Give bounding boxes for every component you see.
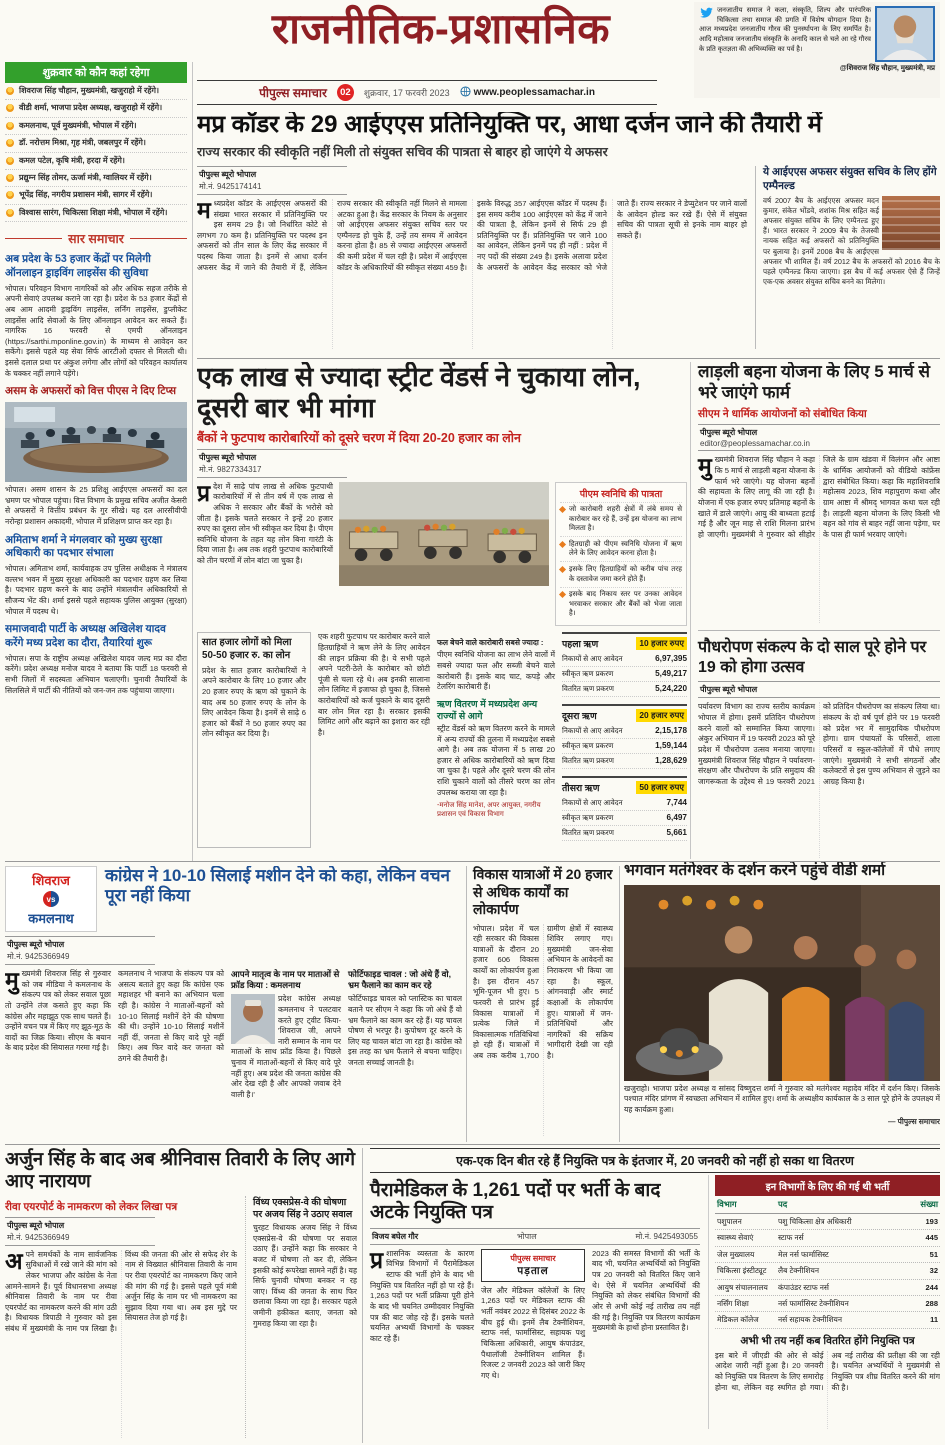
paramedical-headline: पैरामेडिकल के 1,261 पदों पर भर्ती के बाद अटके नियुक्ति पत्र (370, 1180, 661, 1224)
tranche-label: तीसरा ऋण (562, 783, 600, 794)
eligibility-point: इसके लिए हितग्राहियों को करीब पांच तरह के दस्तावेज जमा करने होते हैं। (560, 561, 682, 586)
bharti-table-header: विभाग पद संख्या (715, 1196, 940, 1214)
dateline (197, 80, 657, 105)
ahead-attribution: -मनोज सिंह मानेश, अपर आयुक्त, नगरीय प्रशासन एवं विकास विभाग (437, 802, 541, 819)
svk-headline: कांग्रेस ने 10-10 सिलाई मशीन देने को कहा, लेकिन वचन पूरा नहीं किया (105, 866, 450, 906)
table-row: आयुष संचालनालय कंपाउंडर स्टाफ नर्स 244 (715, 1280, 940, 1296)
tranche-block: दूसरा ऋण 20 हजार रुपए निकायों से आए आवेदन 2,15,178 स्वीकृत ऋण प्रकरण 1,59,144 वितरित ऋण प्रकरण 1,28,629 (562, 704, 687, 769)
bharti-table-title: इन विभागों के लिए की गई थी भर्ती (715, 1175, 940, 1196)
lead-article (197, 112, 940, 356)
cm-tweet-box (694, 2, 940, 98)
plantation-headline: पौधरोपण संकल्प के दो साल पूरे होने पर 19 को होगा उत्सव (698, 639, 927, 677)
website-link: www.peoplessamachar.in (460, 86, 595, 100)
arjun-headline: अर्जुन सिंह के बाद अब श्रीनिवास तिवारी के लिए आगे आए नारायण (5, 1148, 355, 1191)
saar-story1-headline: अब प्रदेश के 53 हजार केंद्रों पर मिलेगी ऑनलाइन ड्राइविंग लाइसेंस की सुविधा (5, 253, 151, 279)
left-column (5, 62, 193, 861)
saar-samachar-header: सार समाचार (5, 230, 187, 247)
table-row: पशुपालन पशु चिकित्सा क्षेत्र अधिकारी 193 (715, 1214, 940, 1230)
tranche-block: पहला ऋण 10 हजार रुपए निकायों से आए आवेदन 6,97,395 स्वीकृत ऋण प्रकरण 5,49,217 वितरित ऋण प्रकरण 5,24,220 (562, 632, 687, 697)
vendors-byline: पीपुल्स ब्यूरो भोपाल मो.नं. 9827334317 (197, 449, 347, 478)
table-row: नर्सिंग शिक्षा नर्स फार्मासिस्ट टेक्नीशियन 288 (715, 1296, 940, 1312)
person-icon (6, 209, 14, 217)
ladli-headline: लाड़ली बहना योजना के लिए 5 मार्च से भरे जाएंगे फार्म (698, 362, 930, 402)
sapa-body: भोपाल। सपा के राष्ट्रीय अध्यक्ष अखिलेश यादव जल्द मप्र का दौरा करेंगे। प्रदेश अध्यक्ष मनोज यादव ने बताया कि पार्टी 18 फरवरी से सभी जिलों में सदस्यता अभियान चलाएगी। चुनावी तैयारियों के सिलसिले में पार्टी की नीतियों को जन-जन तक पहुंचाया जाएगा। (5, 653, 187, 695)
tranche-label: दूसरा ऋण (562, 711, 597, 722)
bullet-icon (559, 506, 566, 513)
whereabouts-item: वीडी शर्मा, भाजपा प्रदेश अध्यक्ष, खजुराहो में रहेंगे। (5, 100, 187, 117)
svk-byline: पीपुल्स ब्यूरो भोपाल मो.नं. 9425366949 (5, 936, 155, 965)
table-row: मेडिकल कॉलेज नर्स सहायक टेक्नीशियन 11 (715, 1312, 940, 1328)
person-icon (6, 139, 14, 147)
globe-icon (460, 86, 471, 100)
matangeshwar-article (624, 862, 940, 1142)
vendors-col3 (437, 632, 555, 848)
bharti-table (708, 1175, 940, 1429)
paramedical-section (362, 1148, 940, 1443)
ahead-title: ऋण वितरण में मध्यप्रदेश अन्य राज्यों से आगे (437, 698, 538, 721)
twitter-icon (699, 7, 714, 24)
svk-fortified-col (348, 969, 462, 1101)
lead-byline: पीपुल्स ब्यूरो भोपाल मो.नं. 9425174141 (197, 166, 347, 195)
vendors-headline: एक लाख से ज्यादा स्ट्रीट वेंडर्स ने चुकाया लोन, दूसरी बार भी मांगा (197, 362, 641, 424)
temple-darshan-photo (624, 885, 940, 1081)
saar-story1-body: भोपाल। परिवहन विभाग नागरिकों को और अधिक सहज तरीके से अपनी सेवाएं उपलब्ध कराने जा रहा है। प्रदेश के 53 हजार केंद्रों से अब आम आदमी ड्राइविंग लाइसेंस, लर्निंग लाइसेंस, डुप्लीकेट लाइसेंस आदि सेवाओं के लिए ऑनलाइन आवेदन कर सकते हैं। नागरिक 16 फरवरी से एमपी ऑनलाइन (https://sarthi.mponline.gov.in) के माध्यम से आवेदन कर सकेंगे। इससे पहले यह सेवा सिर्फ आरटीओ दफ्तर से मिलती थी। इससे दलाल प्रथा पर अंकुश लगेगा और लोगों को परिवहन कार्यालय के चक्कर नहीं लगाने पड़ेंगे। (5, 283, 187, 378)
secretariat-building-photo (882, 196, 940, 250)
tranche-label: पहला ऋण (562, 639, 599, 650)
edition-date: शुक्रवार, 17 फरवरी 2023 (363, 88, 450, 98)
photo-credit: — पीपुल्स समाचार (888, 1117, 940, 1127)
person-icon (6, 174, 14, 182)
svk-kamalnath-col (231, 969, 341, 1101)
vindhya-body: चुरहट विधायक अजय सिंह ने विंध्य एक्सप्रेस-वे की घोषणा पर सवाल उठाए हैं। उन्होंने कहा कि सरकार ने बजट में घोषणा तो कर दी, लेकिन इसकी कोई रूपरेखा सामने नहीं है। यह सिर्फ चुनावी घोषणा बनकर न रह जाए। विंध्य की जनता के साथ फिर छलावा किया जा रहा है। सरकार पहले जमीनी हकीकत बताए, जनता को गुमराह किया जा रहा है। (253, 1223, 357, 1328)
page-title: राजनीतिक-प्रशासनिक (271, 5, 611, 52)
tweet-attribution: @शिवराज सिंह चौहान, मुख्यमंत्री, मप्र (839, 65, 935, 72)
paramedical-article (370, 1175, 700, 1429)
empanel-panel (755, 166, 940, 349)
paramedical-body2: जेल और मेडिकल कॉलेजों के लिए 1,263 पदों पर मेडिकल स्टाफ की भर्ती नवंबर 2022 से दिसंबर 2022 के बीच हुई थी। इनमें लैब टेक्नीशियन, स्टाफ नर्स, फार्मासिस्ट, सहायक पशु चिकित्सा अधिकारी, आयुष कंपाउंडर, पैथालॉजी टेक्नीशियन शामिल हैं। रिजल्ट 2 जनवरी 2023 को जारी किए गए थे। (481, 1285, 585, 1380)
arjun-body: अपने समर्थकों के नाम सार्वजनिक सुविधाओं में रखे जाने की मांग को लेकर भाजपा और कांग्रेस के नेता आमने-सामने हैं। पूर्व विधानसभा अध्यक्ष श्रीनिवास तिवारी के नाम पर रीवा एयरपोर्ट का नामकरण करने की मांग उठी है। विधायक त्रिपाठी ने गुरुवार को इस संबंध में मुख्यमंत्री के नाम पत्र लिखा है। विंध्य की जनता की ओर से सफेद शेर के नाम से विख्यात श्रीनिवास तिवारी के नाम पर रीवा एयरपोर्ट का नामकरण किए जाने की मांग की गई है। इससे पहले पूर्व मंत्री अर्जुन सिंह के नाम पर भी नामकरण का सुझाव दिया गया था। अब इस मुद्दे पर सियासत तेज हो गई है। (5, 1247, 237, 1334)
loan-tranches (562, 632, 687, 848)
ladli-subhead: सीएम ने धार्मिक आयोजनों को संबोधित किया (698, 408, 867, 421)
vikas-headline: विकास यात्राओं में 20 हजार से अधिक कार्यों का लोकार्पण (473, 866, 613, 917)
vs-badge: vs (43, 891, 59, 907)
tranche-block: तीसरा ऋण 50 हजार रुपए निकायों से आए आवेदन 7,744 स्वीकृत ऋण प्रकरण 6,497 वितरित ऋण प्रकरण 5,661 (562, 776, 687, 841)
whereabouts-item: डॉ. नरोत्तम मिश्रा, गृह मंत्री, जबलपुर में रहेंगे। (5, 135, 187, 152)
ladli-body: मुख्यमंत्री शिवराज सिंह चौहान ने कहा कि 5 मार्च से लाड़ली बहना योजना के फार्म भरे जाएंगे। यह योजना बहनों की सहायता के लिए लागू की जा रही है। योजना में एक हजार रुपए प्रतिमाह बहनों के खाते में डाले जाएंगे। आयु की बाध्यता हटाई गई है और जून माह से राशि मिलना प्रारंभ हो जाएगी। मुख्यमंत्री ने गुरुवार को सीहोर जिले के ग्राम खंडवा में विलंगन और आष्टा के धार्मिक आयोजनों को वीडियो कांफ्रेंस द्वारा संबोधित किया। कहा कि महाशिवरात्रि महोत्सव 2023, शिव महापुराण कथा और ग्राम आष्टा में श्रीमद् भागवत कथा चल रही है। लाड़ली बहना योजना के लिए किसी भी बहन को गांव से बाहर नहीं जाना पड़ेगा, घर के पास ही फार्म भरवाए जाएंगे। (698, 453, 940, 539)
vendors-subhead: बैंकों ने फुटपाथ कारोबारियों को दूसरे चरण में दिया 20-20 हजार का लोन (197, 430, 521, 445)
whereabouts-item: प्रद्युम्न सिंह तोमर, ऊर्जा मंत्री, ग्वालियर में रहेंगे। (5, 170, 187, 187)
arjun-subhead: रीवा एयरपोर्ट के नामकरण को लेकर लिखा पत्र (5, 1200, 178, 1213)
amitabh-headline: अमिताभ शर्मा ने मंगलवार को मुख्य सुरक्षा अधिकारी का पदभार संभाला (5, 533, 163, 560)
plantation-body: पर्यावरण विभाग का राज्य स्तरीय कार्यक्रम भोपाल में होगा। इसमें प्रतिदिन पौधरोपण करने वालों को सम्मानित किया जाएगा। अंकुर अभियान में 19 फरवरी 2023 को पूरे प्रदेश में पौधरोपण उत्सव मनाया जाएगा। मुख्यमंत्री शिवराज सिंह चौहान ने पर्यावरण-संरक्षण और पौधरोपण के प्रति समुदाय की जागरूकता के उद्देश्य से 19 फरवरी 2021 को प्रतिदिन पौधरोपण का संकल्प लिया था। संकल्प के दो वर्ष पूर्ण होने पर 19 फरवरी को प्रदेश भर में सामुदायिक पौधरोपण होगा। ग्राम पंचायतों के परिसरों, शाला परिसरों व स्कूल-कॉलेजों में पौधे लगाए जाएंगे। मुख्यमंत्री ने सभी संगठनों और कलेक्टरों से इस पुण्य अभियान से जुड़ने का आग्रह किया है। (698, 702, 940, 786)
matangeshwar-headline: भगवान मतंगेश्वर के दर्शन करने पहुंचे वीडी शर्मा (624, 862, 886, 879)
eligibility-point: इसके बाद निकाय स्तर पर उनका आवेदन भरवाकर सरकार और बैंकों को भेजा जाता है। (560, 587, 682, 622)
table-row: स्वास्थ्य सेवाएं स्टाफ नर्स 445 (715, 1230, 940, 1246)
vendors-article (197, 362, 687, 859)
table-row: चिकित्सा इंस्टीट्यूट लैब टेक्नीशियन 32 (715, 1263, 940, 1279)
tranche-amount: 50 हजार रुपए (636, 781, 687, 794)
bullet-icon (559, 591, 566, 598)
assam-headline: असम के अफसरों को वित्त पीएस ने दिए टिप्स (5, 385, 177, 398)
rule (5, 1144, 940, 1145)
whereabouts-header: शुक्रवार को कौन कहां रहेगा (5, 62, 187, 83)
tranche-amount: 10 हजार रुपए (636, 637, 687, 650)
assam-body: भोपाल। असम शासन के 25 प्रशिक्षु आईएएस अफसरों का दल भ्रमण पर भोपाल पहुंचा। वित्त विभाग के प्रमुख सचिव अजीत केसरी से अफसरों ने वित्तीय प्रबंधन के गुर सीखे। यह दल आरसीवीपी नरोन्हा प्रशासन अकादमी, भोपाल में प्रशिक्षण प्राप्त कर रहा है। (5, 485, 187, 526)
pending-body: इस बारे में जीएडी की ओर से कोई आदेश जारी नहीं हुआ है। 20 जनवरी को नियुक्ति पत्र वितरण के लिए समारोह होना था, लेकिन वह स्थगित हो गया। अब नई तारीख की प्रतीक्षा की जा रही है। चयनित अभ्यर्थियों ने मुख्यमंत्री से नियुक्ति पत्र शीघ्र वितरित करने की मांग की है। (715, 1350, 940, 1392)
bullet-icon (559, 541, 566, 548)
whereabouts-item: भूपेंद्र सिंह, नगरीय प्रशासन मंत्री, सागर में रहेंगे। (5, 187, 187, 204)
lead-body: मध्यप्रदेश कॉडर के आईएएस अफसरों की संख्या भारत सरकार में प्रतिनियुक्ति पर इस समय 29 है। जो निर्धारित कोटे से लगभग 70 कम है। प्रतिनियुक्ति पर पदस्थ इन अफसरों को तीन साल के लिए केंद्र सरकार में पदस्थ किया जाता है। इनमें से आधा दर्जन अफसर केंद्र में जाने की तैयारी में हैं, लेकिन राज्य सरकार की स्वीकृति नहीं मिलने से मामला अटका हुआ है। केंद्र सरकार के नियम के अनुसार जो आईएएस अफसर संयुक्त सचिव स्तर पर एम्पैनल्ड हो चुके हैं, उन्हें तय समय में आवेदन करना होता है। 85 से ज्यादा आईएएस अफसरों की कमी प्रदेश में चल रही है। प्रदेश में आईएएस कॉडर के अधिकारियों की स्वीकृत संख्या 459 है। इसके विरुद्ध 357 आईएएस कॉडर में पदस्थ हैं। इस समय करीब 100 आईएएस को केंद्र में जाने की पात्रता है, लेकिन इनमें से सिर्फ 29 ही प्रतिनियुक्ति पर हैं। प्रतिनियुक्ति पर जाने 100 का आवेदन, लेकिन इनमें पद ही नहीं : प्रदेश में नए पदों की संख्या 249 है। इसके अलावा प्रदेश के अफसरों के आवेदन केंद्र सरकार को भेजे जाते हैं। राज्य सरकार ने डेप्युटेशन पर जाने वालों के आवेदन होल्ड कर रखे हैं। ऐसे में संयुक्त सचिव की पात्रता सूची से इनके नाम बाहर हो सकते हैं। (197, 196, 747, 272)
tweet-text: जनजातीय समाज ने कला, संस्कृति, शिल्प और पारंपरिक चिकित्सा तथा समाज की प्रगति में विशेष योगदान दिया है। आज मध्यप्रदेश जनजातीय गौरव की पुनर्स्थापना के लिए समर्पित है। आदि महोत्सव जनजातीय संस्कृति के अनादि काल से चले आ रहे गौरव के प्रति कृतज्ञता की अभिव्यक्ति का पर्व है। (699, 7, 871, 53)
bullet-icon (559, 566, 566, 573)
vendors-body3: पीएम स्वनिधि योजना का लाभ लेने वालों में सबसे ज्यादा फल और सब्जी बेचने वाले कारोबारी हैं। इसके बाद चाट, कपड़े और टेलरिंग कारोबारी हैं। (437, 650, 555, 692)
empanel-title: ये आईएएस अफसर संयुक्त सचिव के लिए होंगे एम्पैनल्ड (763, 165, 937, 192)
person-icon (6, 157, 14, 165)
vendors-intro: प्रदेश में साढ़े पांच लाख से अधिक फुटपाथी कारोबारियों में से तीन वर्ष में एक लाख से अधिक ने सरकार और बैंकों के भरोसे को जीता है। इसके चलते सरकार ने इन्हें 20 हजार रुपए का दूसरा लोन भी स्वीकृत कर दिया है। पीएम स्वनिधि योजना के तहत यह लोन बिना गारंटी के दिया जाता है। अब तक शहरी फुटपाथ कारोबारियों को तीन चरणों में लोन बांटा जा चुका है। (197, 479, 333, 565)
whereabouts-item: शिवराज सिंह चौहान, मुख्यमंत्री, खजुराहो में रहेंगे। (5, 83, 187, 100)
kamalnath-photo (231, 994, 275, 1044)
whereabouts-list (5, 83, 187, 222)
rule (197, 358, 940, 359)
cm-portrait-photo (875, 6, 935, 62)
kamalnath-body: प्रदेश कांग्रेस अध्यक्ष कमलनाथ ने पलटवार करते हुए ट्वीट किया- 'शिवराज जी, आपने नारी सम्मान के नाम पर माताओं के साथ फ्रॉड किया है। पिछले चुनाव में माताओं-बहनों से किए वादे पूरे नहीं हुए। अब प्रदेश की जनता कांग्रेस की ओर देख रही है और आपको जवाब देने वाली है।' (231, 994, 341, 1099)
person-icon (6, 104, 14, 112)
vendors-body2: एक शहरी फुटपाथ पर कारोबार करने वाले हितग्राहियों ने ऋण लेने के लिए आवेदन की लाइन प्रक्रिया की है। ये सभी पहले अपने पटरी-ठेले के कारोबार को छोटी पूंजी से चला रहे थे। अब इनकी सालाना लोन लिमिट में इजाफा हो चुका है, जिससे कारोबारियों को कर्ज चुकाने के बाद दूसरी बार लोन मिल रहा है। सरकार इसकी लिमिट आगे और बढ़ाने का इशारा कर रही है। (318, 632, 430, 737)
masthead (188, 6, 694, 60)
ladli-email: editor@peoplessamachar.co.in (700, 439, 810, 449)
kamalnath-subhead: आपने मातृत्व के नाम पर माताओं से फ्रॉड किया : कमलनाथ (231, 969, 340, 991)
eligibility-point: हितग्राही को पीएम स्वनिधि योजना में ऋण लेने के लिए आवेदन करना होता है। (560, 536, 682, 561)
whereabouts-item: विश्वास सारंग, चिकित्सा शिक्षा मंत्री, भोपाल में रहेंगे। (5, 205, 187, 222)
loan-caption-head: सात हजार लोगों को मिला 50-50 हजार रु. का लोन (202, 637, 292, 661)
svk-body1: मुख्यमंत्री शिवराज सिंह से गुरुवार को जब मीडिया ने कमलनाथ के संकल्प पत्र को लेकर सवाल पूछा तो उन्होंने तंज कसते हुए कहा कि कांग्रेस और महाझूठ एक साथ चलते हैं। उन्होंने वचन पत्र में किए गए झूठ-मूठ के वादों का जिक्र किया। सीएम के बयान के बाद प्रदेश की सियासत गरमा गई है। (5, 967, 111, 1053)
ahead-body: स्ट्रीट वेंडर्स को ऋण वितरण करने के मामले में अन्य राज्यों की तुलना में मध्यप्रदेश सबसे आगे है। अब तक योजना में 5 लाख 20 हजार से अधिक कारोबारियों को ऋण दिया जा चुका है। पहले और दूसरे चरण की लोन राशि चुकाने वालों को तीसरे चरण का लोन उपलब्ध कराया जा रहा है। (437, 723, 555, 797)
fortified-subhead: फोर्टिफाइड चावल : जो अंधे हैं वो, भ्रम फैलाने का काम कर रहे (348, 969, 451, 991)
rule (698, 630, 940, 631)
table-row: जेल मुख्यालय मेल नर्स फार्मासिस्ट 51 (715, 1247, 940, 1263)
matangeshwar-caption: खजुराहो। भाजपा प्रदेश अध्यक्ष व सांसद विष्णुदत्त शर्मा ने गुरुवार को मतंगेश्वर महादेव मंदिर में दर्शन किए। जिसके पश्चात मंदिर प्रांगण में स्वच्छता अभियान में शामिल हुए। शर्मा के अध्यक्षीय कार्यकाल के 3 साल पूरे होने के उपलक्ष्य में यह कार्यक्रम हुआ। (624, 1083, 940, 1114)
eligibility-box (555, 482, 687, 627)
eligibility-point: जो कारोबारी शहरी क्षेत्रों में लंबे समय से कारोबार कर रहे हैं, उन्हें इस योजना का लाभ मिलता है। (560, 502, 682, 537)
paramedical-body3: 2023 की समस्त विभागों की भर्ती के बाद भी, चयनित अभ्यर्थियों को नियुक्ति पत्र 20 जनवरी को वितरित किए जाने थे। ऐसे में चयनित अभ्यर्थियों की नियुक्ति को लेकर संबंधित विभागों की ओर से अभी कोई नई तारीख तय नहीं की गई है। नियुक्ति पत्र वितरण कार्यक्रम मुख्यमंत्री के हाथों होना प्रस्तावित है। (592, 1248, 700, 1333)
shivraj-vs-kamalnath-logo: शिवराज vs कमलनाथ (5, 866, 97, 932)
person-icon (6, 191, 14, 199)
page-number-badge: 02 (337, 84, 354, 101)
paramedical-body1: प्रशासनिक व्यस्तता के कारण विभिन्न विभागों में पैरामेडिकल स्टाफ की भर्ती होने के बाद भी नियुक्ति पत्र वितरित नहीं हो पा रहे हैं। 1,263 पदों पर भर्ती प्रक्रिया पूरी होने के बाद भी चयनित उम्मीदवार नियुक्ति पत्र की बाट जोह रहे हैं। इसके चलते चयनित अभ्यर्थी विभागों के चक्कर काट रहे हैं। (370, 1246, 474, 1343)
loan-caption-body: प्रदेश के सात हजार कारोबारियों ने अपने कारोबार के लिए 10 हजार और 20 हजार रुपए के ऋण को चुकाने के बाद अब 50 हजार रुपए के लोन के लिए आवेदन किया है। इनमें से साढ़े 6 हजार को बैंकों ने 50 हजार रुपए का लोन स्वीकृत कर दिया है। (202, 665, 306, 739)
person-icon (6, 122, 14, 130)
svk-article (5, 866, 462, 1142)
whereabouts-item: कमल पटेल, कृषि मंत्री, हरदा में रहेंगे। (5, 153, 187, 170)
fortified-body: फोर्टिफाइड चावल को प्लास्टिक का चावल बताने पर सीएम ने कहा कि जो अंधे हैं वो भ्रम फैलाने का काम कर रहे हैं। यह चावल पोषण से भरपूर है। कुपोषण दूर करने के लिए यह चावल बांटा जा रहा है। कांग्रेस को इस तरह का भ्रम फैलाने से बचना चाहिए। जनता सच्चाई जानती है। (348, 994, 462, 1068)
person-icon (6, 87, 14, 95)
loan-caption-box (197, 632, 311, 848)
arjun-byline: पीपुल्स ब्यूरो भोपाल मो.नं. 9425366949 (5, 1217, 155, 1246)
ladli-byline: पीपुल्स ब्यूरो भोपाल editor@peoplessamachar.co.in (698, 424, 940, 451)
vikas-article (466, 866, 620, 1142)
amitabh-body: भोपाल। अमिताभ शर्मा, कार्यवाहक उप पुलिस अधीक्षक ने मंत्रालय वल्लभ भवन में मुख्य सुरक्षा अधिकारी का पदभार ग्रहण कर लिया है। पदभार ग्रहण करने के बाद उन्होंने मंत्रालयीन अधिकारियों से सौजन्य भेंट की। शर्मा इससे पहले सहायक पुलिस आयुक्त (सुरक्षा) भोपाल में पदस्थ थे। (5, 564, 187, 616)
arjun-article (5, 1148, 357, 1443)
street-vendors-photo (339, 482, 549, 586)
paper-name: पीपुल्स समाचार (259, 86, 327, 100)
vindhya-column (245, 1196, 357, 1438)
eligibility-title: पीएम स्वनिधि की पात्रता (579, 488, 663, 500)
paramedical-col2 (481, 1249, 585, 1382)
sapa-headline: समाजवादी पार्टी के अध्यक्ष अखिलेश यादव करेंगे मध्य प्रदेश का दौरा, तैयारियां शुरू (5, 623, 166, 649)
padtal-logo: पीपुल्स समाचार पड़ताल (481, 1249, 585, 1282)
eligibility-list (560, 502, 682, 622)
pending-headline: अभी भी तय नहीं कब वितरित होंगे नियुक्ति पत्र (740, 1334, 915, 1347)
tranche-amount: 20 हजार रुपए (636, 709, 687, 722)
vikas-body: भोपाल। प्रदेश में चल रही सरकार की विकास यात्राओं के दौरान 20 हजार 606 विकास कार्यों का लोकार्पण हुआ है। इस दौरान 457 भूमि-पूजन भी हुए। 5 फरवरी से प्रारंभ हुई विकास यात्राओं में प्रत्येक जिले में विकासात्मक गतिविधियां हो रही हैं। यात्राओं में अब तक करीब 1,700 ग्रामीण क्षेत्रों में स्वास्थ्य शिविर लगाए गए। मुख्यमंत्री जन-सेवा अभियान के आवेदनों का निराकरण भी किया जा रहा है। स्कूल, आंगनवाड़ी और स्मार्ट कक्षाओं के लोकार्पण हुए। यात्राओं में जन-प्रतिनिधियों और नागरिकों की सक्रिय भागीदारी देखी जा रही है। (473, 923, 613, 1060)
empanel-body: वर्ष 2007 बैच के आईएएस अफसर मदन कुमार, संकेत भोंडवे, शशांक मिश्र सहित कई अफसर संयुक्त सचिव के लिए एम्पैनल्ड हुए हैं। भारत सरकार ने 2009 बैच के तेजस्वी नायक सहित कई अफसरों को प्रतिनियुक्ति पर बुलाया है। इनमें 2008 बैच के आईएएस अफसर भी शामिल हैं। वर्ष 2012 बैच के अफसरों को 2016 बैच के पहले एम्पैनल्ड किया जाएगा। इस बैच में कई अफसर ऐसे हैं जिन्हें एक-एक अवसर संयुक्त सचिव बनने का मिलेगा। (763, 196, 940, 286)
lead-headline: मप्र कॉडर के 29 आईएएस प्रतिनियुक्ति पर, आधा दर्जन जाने की तैयारी में (197, 112, 822, 138)
right-column (690, 362, 940, 859)
svk-body2: कमलनाथ ने भाजपा के संकल्प पत्र को असत्य बताते हुए कहा कि कांग्रेस एक महाशहर भी बनाने का अभियान चला रही है। कांग्रेस ने माताओं-बहनों को 10-10 सिलाई मशीनें देने की घोषणा की थी। उन्होंने 10-10 सिलाई मशीनें नहीं दीं, जनता से किए वादे पूरे नहीं किए। अब फिर वादे कर जनता को ठगने की तैयारी है। (118, 969, 224, 1063)
assam-meeting-photo (5, 402, 187, 482)
plantation-byline: पीपुल्स ब्यूरो भोपाल (698, 681, 940, 698)
whereabouts-item: कमलनाथ, पूर्व मुख्यमंत्री, भोपाल में रहेंगे। (5, 118, 187, 135)
paramedical-byline: विजय बघेल गौर भोपाल मो.नं. 9425493055 (370, 1228, 700, 1245)
lead-subhead: राज्य सरकार की स्वीकृति नहीं मिली तो संयुक्त सचिव की पात्रता से बाहर हो जाएंगे ये अफसर (197, 144, 608, 159)
paramedical-strip: एक-एक दिन बीत रहे हैं नियुक्ति पत्र के इंतजार में, 20 जनवरी को नहीं हो सका था वितरण (370, 1148, 940, 1173)
vendors-body3-head: फल बेचने वाले कारोबारी सबसे ज्यादा : (437, 638, 544, 648)
vindhya-headline: विंध्य एक्सप्रेस-वे की घोषणा पर अजय सिंह ने उठाए सवाल (253, 1195, 353, 1219)
